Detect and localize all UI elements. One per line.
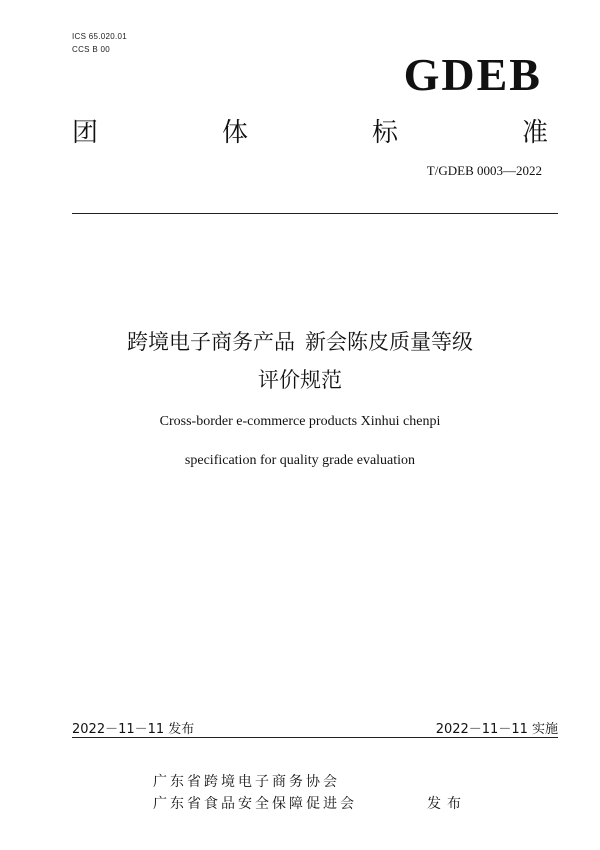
issue-label: 发布	[427, 796, 467, 812]
english-title-line1: Cross-border e-commerce products Xinhui chenpi	[159, 414, 441, 429]
chinese-title-part1: 跨境电子商务产品	[127, 330, 295, 354]
standard-type-char: 体	[221, 118, 248, 148]
issuer-association: 广东省跨境电子商务协会	[153, 774, 340, 790]
ccs-code: CCS B 00	[72, 45, 110, 54]
chinese-title-line2: 评价规范	[258, 368, 342, 392]
chinese-title-line1	[0, 326, 600, 356]
footer-divider	[72, 737, 558, 738]
classification-codes	[72, 30, 127, 56]
issuer-promotion-society: 广东省食品安全保障促进会	[153, 796, 357, 812]
standard-type-char: 团	[72, 118, 99, 148]
publish-date: 2022－11－11 发布	[72, 722, 195, 737]
ics-code: ICS 65.020.01	[72, 32, 128, 41]
header-divider	[72, 213, 558, 214]
english-title-line2: specification for quality grade evaluation	[184, 453, 416, 468]
standard-type-char: 标	[371, 118, 398, 148]
organization-logo: GDEB	[403, 49, 542, 100]
chinese-title-part2: 新会陈皮质量等级	[305, 330, 473, 354]
standard-type-char: 准	[521, 118, 548, 148]
standard-type	[72, 112, 548, 149]
standard-number: T/GDEB 0003—2022	[426, 163, 542, 178]
implement-date: 2022－11－11 实施	[435, 722, 558, 737]
